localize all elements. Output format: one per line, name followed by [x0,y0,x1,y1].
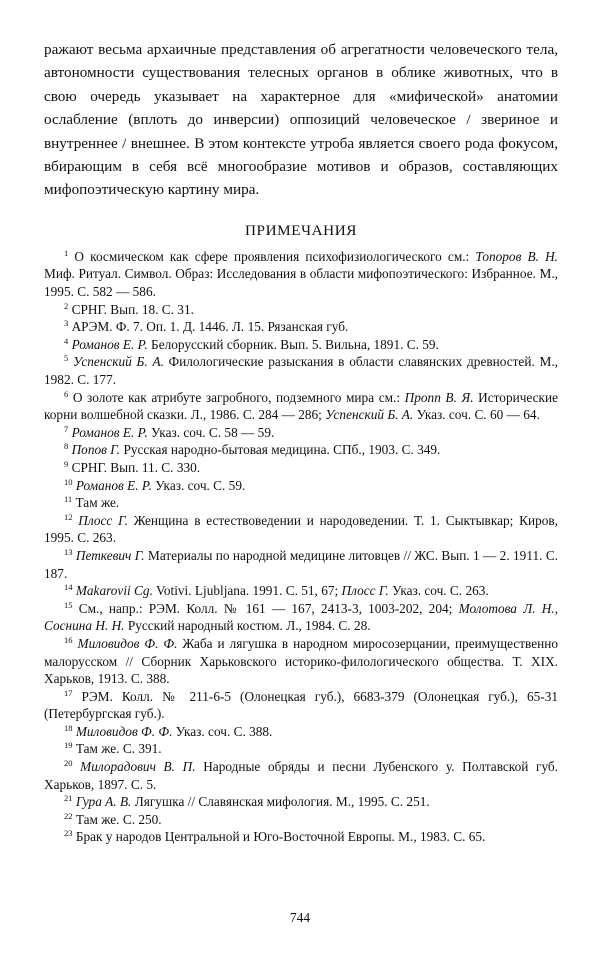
footnote-author: Милорадович В. П. [80,759,196,775]
footnote-text: О космическом как сфере проявления психофизиологического см.: [74,248,476,264]
footnote [44,459,558,477]
footnote-number: 7 [64,423,69,434]
footnote-author: Романов Е. Р. [71,424,148,440]
footnote [44,353,558,388]
footnote [44,635,558,688]
footnote-text: Материалы по народной медицине литовцев // ЖС. Вып. 1 — 2. 1911. С. 187. [44,547,559,581]
footnote-text: Указ. соч. С. 388. [172,723,273,739]
footnote-number: 4 [64,335,69,346]
footnote-number: 19 [64,740,73,751]
footnote [44,441,558,459]
footnote [44,512,558,547]
footnote-text: Лягушка // Славянская мифология. М., 1995. С. 251. [131,794,430,810]
footnote [44,811,558,829]
page-number: 744 [289,910,311,925]
footnote-author: Миловидов Ф. Ф. [75,723,173,739]
footnote-text: Жаба и лягушка в народном миросозерцании, преимущественно малорусском // Сборник Харьковского историко-филологического общества. Т. XIX. Харьков, 1913. С. 388. [44,635,558,687]
footnote-text: О золоте как атрибуте загробного, подземного мира см.: [72,389,405,405]
footnote [44,723,558,741]
footnote-number: 2 [64,300,69,311]
footnote-number: 13 [64,546,73,557]
footnote [44,301,558,319]
footnote-number: 12 [64,511,73,522]
footnote-number: 16 [64,634,73,645]
footnote-author: Романов Е. Р. [71,336,148,352]
footnote-text: Там же. [75,495,120,511]
footnote [44,688,558,723]
footnote-text: Указ. соч. С. 60 — 64. [413,407,540,423]
footnote [44,547,558,582]
footnote-text: Белорусский сборник. Вып. 5. Вильна, 1891. С. 59. [147,336,439,352]
footnote [44,494,558,512]
footnote [44,582,558,600]
footnote-text: Исторические корни волшебной сказки. Л., 1986. С. 284 — 286; [44,389,559,423]
footnote-text: СРНГ. Вып. 18. С. 31. [71,301,194,317]
footnote-number: 21 [64,793,73,804]
footnote-number: 20 [64,758,73,769]
footnote-author: Makarovii Cg. [75,583,153,599]
footnote-text: РЭМ. Колл. № 211-6-5 (Олонецкая губ.), 6683-379 (Олонецкая губ.), 65-31 (Петербургская губ.). [44,688,558,722]
footnote-author: Гура А. В. [75,794,132,810]
footnote-text: Там же. С. 250. [75,811,162,827]
footnote [44,389,558,424]
footnote-number: 11 [64,494,73,505]
footnote-number: 17 [64,687,73,698]
footnote-author: Топоров В. Н. [475,248,559,264]
footnote [44,318,558,336]
body-paragraph: ражают весьма архаичные представления об агрегатности человеческого тела, автономности существования телесных органов в облике животных, что в свою очередь указывает на характерное для «мифической» анатомии ослабление (вплоть до инверсии) оппозиций человеческое / звериное и внутреннее / внешнее. В этом контексте утроба является своего рода фокусом, вбирающим в себя всё многообразие мотивов и образов, составляющих мифопоэтическую картину мира. [44,41,558,199]
footnote [44,740,558,758]
notes-list [44,248,558,846]
footnote [44,758,558,793]
footnote-author: Успенский Б. А. [325,407,414,423]
footnote-text: Брак у народов Центральной и Юго-Восточной Европы. М., 1983. С. 65. [75,829,486,845]
footnote [44,600,558,635]
footnote [44,793,558,811]
footnote-author: Плосс Г. [341,583,389,599]
footnote-author: Миловидов Ф. Ф. [77,635,178,651]
footnote-author: Пропп В. Я. [404,389,474,405]
footnote [44,336,558,354]
footnote-number: 9 [64,458,69,469]
footnote-author: Петкевич Г. [75,547,145,563]
footnote-author: Плосс Г. [78,512,128,528]
section-heading: ПРИМЕЧАНИЯ [244,221,358,239]
footnote-number: 8 [64,441,69,452]
footnote-text: Указ. соч. С. 59. [151,477,246,493]
footnote-text: Народные обряды и песни Лубенского у. Полтавской губ. Харьков, 1897. С. 5. [44,759,559,792]
footnote-text: Русская народно-бытовая медицина. СПб., 1903. С. 349. [120,442,441,458]
footnote-text: Votivi. Ljubljana. 1991. C. 51, 67; [152,583,342,599]
footnote-text: Миф. Ритуал. Символ. Образ: Исследования в области мифопоэтического: Избранное. М., 1995. С. 582 — 586. [44,266,558,300]
footnote-text: Указ. соч. С. 58 — 59. [147,424,275,440]
footnote-number: 5 [64,353,69,364]
footnote-author: Успенский Б. А. [73,354,164,370]
footnote-number: 1 [64,247,69,258]
footnote-number: 6 [64,388,69,399]
footnote-number: 15 [64,599,73,610]
footnote-text: Женщина в естествоведении и народоведении. Т. 1. Сыктывкар; Киров, 1995. С. 263. [44,512,559,546]
footnote-author: Романов Е. Р. [75,477,152,493]
footnote [44,424,558,442]
footnote-number: 23 [64,828,73,839]
footnote-number: 22 [64,810,73,821]
footnote-number: 10 [64,476,73,487]
footnote-text: Указ. соч. С. 263. [388,583,489,599]
page-content [44,38,558,846]
footnote [44,828,558,846]
footnote-text: Филологические разыскания в области славянских древностей. М., 1982. С. 177. [44,354,558,387]
footnote-text: Русский народный костюм. Л., 1984. С. 28. [124,618,371,634]
footnote-text: См., напр.: РЭМ. Колл. № 161 — 167, 2413-3, 1003-202, 204; [78,600,459,616]
footnote-author: Попов Г. [71,442,121,458]
footnote [44,248,558,301]
footnote-text: СРНГ. Вып. 11. С. 330. [71,459,201,475]
footnote-number: 3 [64,318,69,329]
footnote-author: Молотова Л. Н., Соснина Н. Н. [44,600,559,634]
footnote-number: 18 [64,722,73,733]
footnote [44,477,558,495]
footnote-text: АРЭМ. Ф. 7. Оп. 1. Д. 1446. Л. 15. Рязанская губ. [71,319,349,335]
footnote-number: 14 [64,582,73,593]
footnote-text: Там же. С. 391. [75,741,162,757]
